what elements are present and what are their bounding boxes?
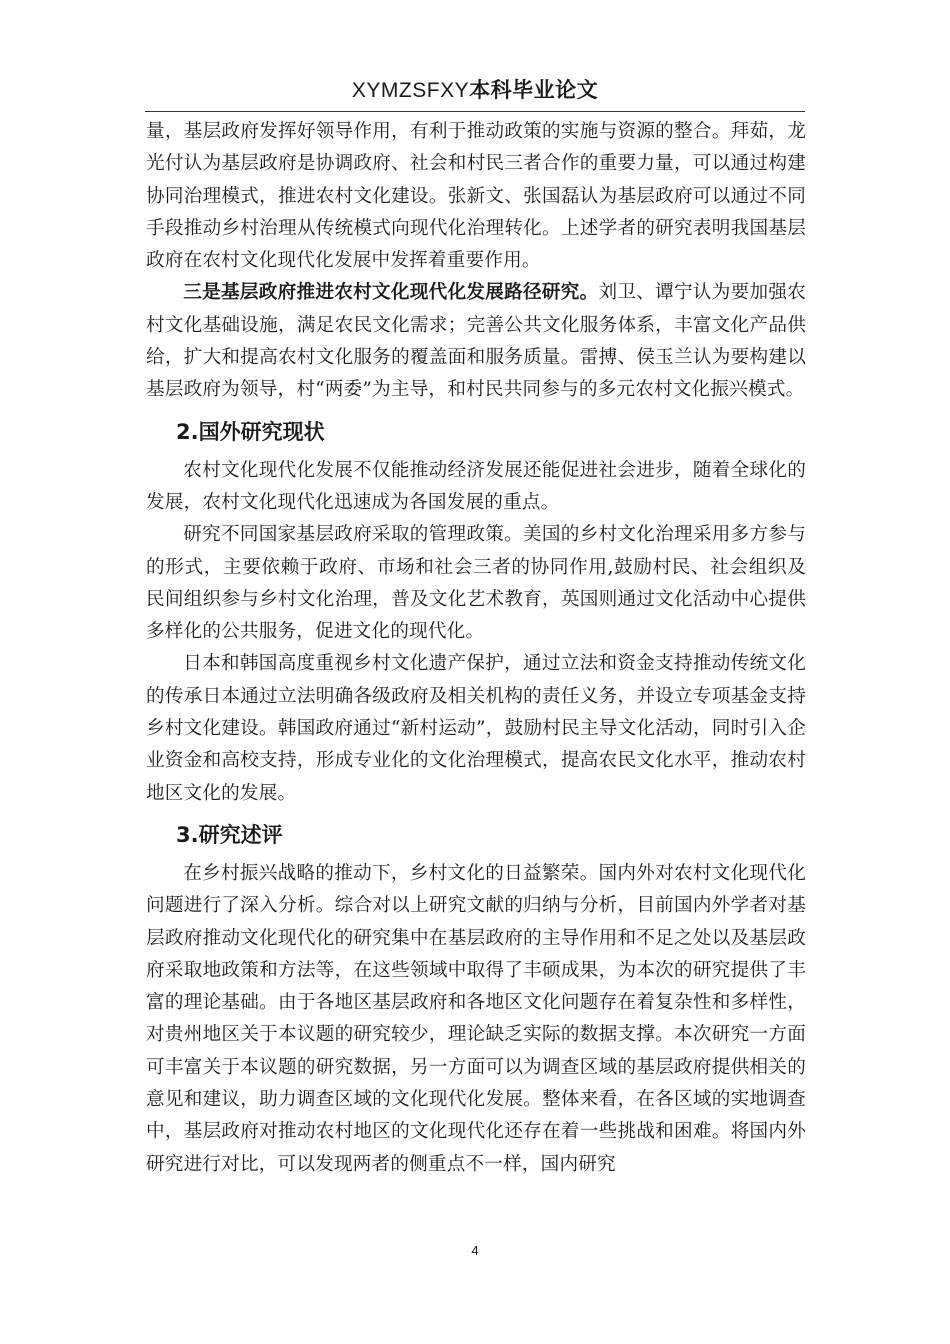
paragraph-2-text: 刘卫、谭宁认为要加强农村文化基础设施，满足农民文化需求；完善公共文化服务体系，丰富文化产品供给，扩大和提高农村文化服务的覆盖面和服务质量。雷搏、侯玉兰认为要构建以基层政府为领导，村“两委”为主导，和村民共同参与的多元农村文化振兴模式。 <box>146 282 807 401</box>
body-text <box>146 116 806 1181</box>
section-heading-research-review: 3.研究述评 <box>176 822 283 847</box>
paragraph-2-lead: 三是基层政府推进农村文化现代化发展路径研究。 <box>183 282 599 304</box>
section-heading-foreign-research: 2.国外研究现状 <box>176 419 325 444</box>
paragraph-1: 量，基层政府发挥好领导作用，有利于推动政策的实施与资源的整合。拜茹，龙光付认为基层政府是协调政府、社会和村民三者合作的重要力量，可以通过构建协同治理模式，推进农村文化建设。张新文、张国磊认为基层政府可以通过不同手段推动乡村治理从传统模式向现代化治理转化。上述学者的研究表明我国基层政府在农村文化现代化发展中发挥着重要作用。 <box>146 121 806 272</box>
page-header <box>0 74 950 104</box>
header-title: 本科毕业论文 <box>469 78 599 102</box>
paragraph-3: 农村文化现代化发展不仅能推动经济发展还能促进社会进步，随着全球化的发展，农村文化现代化迅速成为各国发展的重点。 <box>146 459 806 513</box>
header-rule <box>145 111 805 112</box>
header-code: XYMZSFXY <box>351 79 470 102</box>
page-number: 4 <box>471 1243 479 1258</box>
paragraph-4: 研究不同国家基层政府采取的管理政策。美国的乡村文化治理采用多方参与的形式，主要依赖于政府、市场和社会三者的协同作用,鼓励村民、社会组织及民间组织参与乡村文化治理，普及文化艺术教育，英国则通过文化活动中心提供多样化的公共服务，促进文化的现代化。 <box>146 524 806 643</box>
paragraph-5: 日本和韩国高度重视乡村文化遗产保护，通过立法和资金支持推动传统文化的传承日本通过立法明确各级政府及相关机构的责任义务，并设立专项基金支持乡村文化建设。韩国政府通过“新村运动”，鼓励村民主导文化活动，同时引入企业资金和高校支持，形成专业化的文化治理模式，提高农民文化水平，推动农村地区文化的发展。 <box>146 653 806 804</box>
paragraph-2 <box>146 277 806 406</box>
paragraph-6: 在乡村振兴战略的推动下，乡村文化的日益繁荣。国内外对农村文化现代化问题进行了深入分析。综合对以上研究文献的归纳与分析，目前国内外学者对基层政府推动文化现代化的研究集中在基层政府的主导作用和不足之处以及基层政府采取地政策和方法等，在这些领域中取得了丰硕成果，为本次的研究提供了丰富的理论基础。由于各地区基层政府和各地区文化问题存在着复杂性和多样性，对贵州地区关于本议题的研究较少，理论缺乏实际的数据支撑。本次研究一方面可丰富关于本议题的研究数据，另一方面可以为调查区域的基层政府提供相关的意见和建议，助力调查区域的文化现代化发展。整体来看，在各区域的实地调查中，基层政府对推动农村地区的文化现代化还存在着一些挑战和困难。将国内外研究进行对比，可以发现两者的侧重点不一样，国内研究 <box>146 862 806 1175</box>
